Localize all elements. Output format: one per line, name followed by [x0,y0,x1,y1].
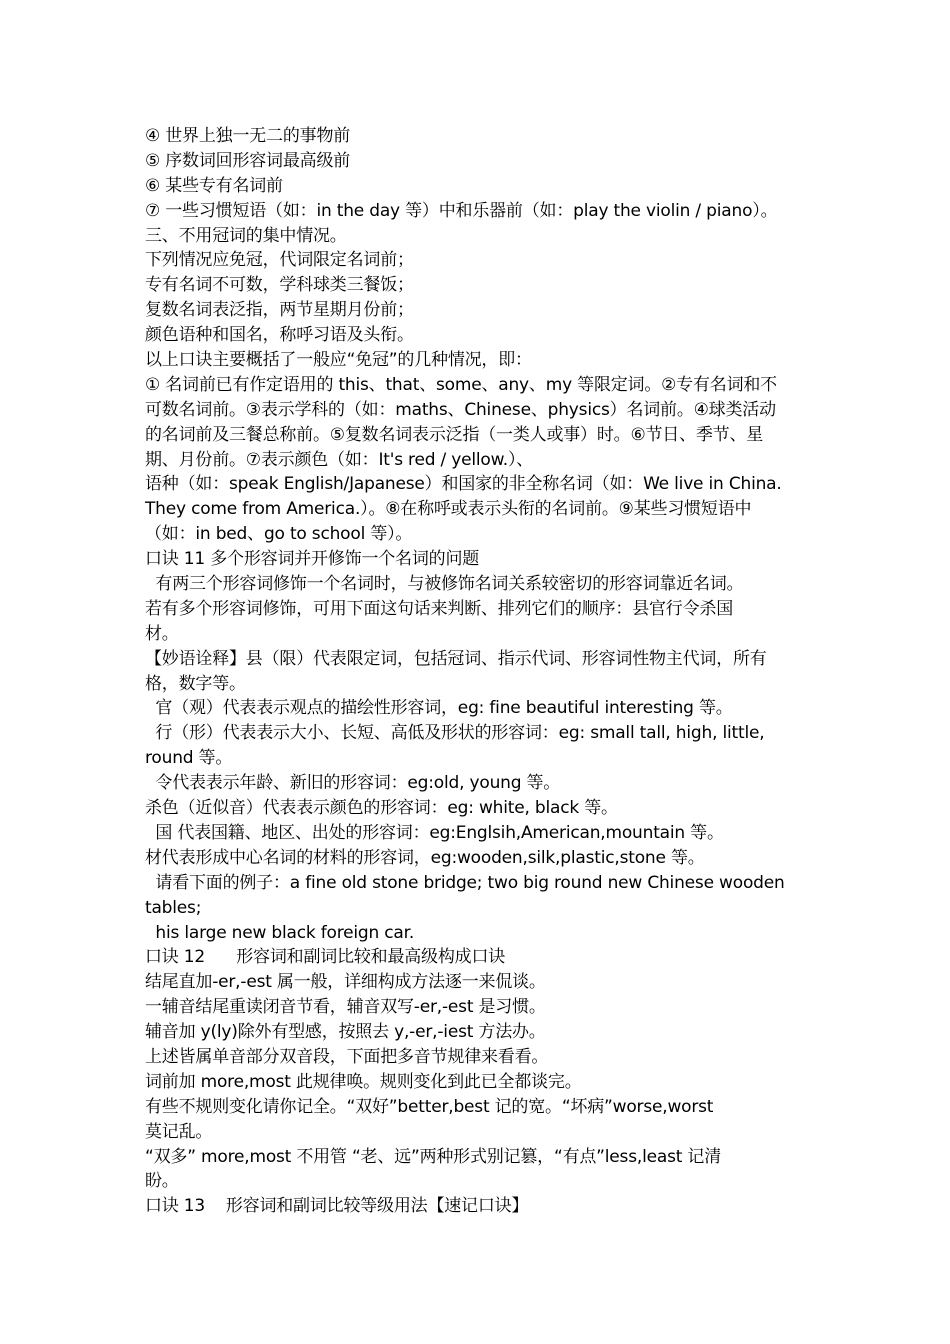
document-text-body [145,124,815,1219]
text-line: ⑦ 一些习惯短语（如：in the day 等）中和乐器前（如：play the violin / piano）。 [145,200,778,221]
text-line: 下列情况应免冠，代词限定名词前； [145,250,414,271]
text-line: 官（观）代表表示观点的描绘性形容词，eg: fine beautiful interesting 等。 [145,698,733,719]
text-line: 行（形）代表表示大小、长短、高低及形状的形容词：eg: small tall, high, little, [145,723,765,744]
text-line: round 等。 [145,748,233,769]
text-line: 颜色语种和国名，称呼习语及头衔。 [145,325,414,346]
text-line: ④ 世界上独一无二的事物前 [145,126,351,146]
text-line: They come from America.）。⑧在称呼或表示头衔的名词前。⑨某些习惯短语中 [145,499,752,520]
text-line: 一辅音结尾重读闭音节看，辅音双写-er,-est 是习惯。 [145,997,546,1018]
text-line: 结尾直加-er,-est 属一般，详细构成方法逐一来侃谈。 [145,972,546,993]
text-line: ⑥ 某些专有名词前 [145,175,283,196]
text-line: 请看下面的例子：a fine old stone bridge; two big round new Chinese wooden [145,872,785,893]
section-heading: 口诀 13 形容词和副词比较等级用法【速记口诀】 [145,1196,529,1217]
text-line: 杀色（近似音）代表表示颜色的形容词：eg: white, black 等。 [145,798,618,819]
text-line: “双多” more,most 不用管 “老、远”两种形式别记篡，“有点”less,least 记清 [145,1146,722,1167]
section-heading: 口诀 12 形容词和副词比较和最高级构成口诀 [145,947,506,968]
text-line: 格，数字等。 [145,673,246,694]
text-line: 国 代表国籍、地区、出处的形容词：eg:Englsih,American,mountain 等。 [145,822,724,843]
text-line: 【妙语诠释】县（限）代表限定词，包括冠词、指示代词、形容词性物主代词，所有 [145,648,767,669]
text-line: 专有名词不可数，学科球类三餐饭； [145,275,414,296]
text-line: 语种（如：speak English/Japanese）和国家的非全称名词（如：We live in China. [145,474,782,495]
text-line: 期、月份前。⑦表示颜色（如：It's red / yellow.）、 [145,449,534,470]
text-line: 上述皆属单音部分双音段，下面把多音节规律来看看。 [145,1046,549,1067]
text-line: 可数名词前。③表示学科的（如：maths、Chinese、physics）名词前。④球类活动 [145,399,776,420]
text-line: 以上口诀主要概括了一般应“免冠”的几种情况，即： [145,350,532,371]
text-line: 盼。 [145,1171,179,1192]
text-line: 材。 [145,623,179,644]
text-line: ⑤ 序数词回形容词最高级前 [145,150,351,171]
text-line: （如：in bed、go to school 等）。 [145,524,413,545]
section-heading: 三、不用冠词的集中情况。 [145,225,347,246]
text-line: 辅音加 y(ly)除外有型感，按照去 y,-er,-iest 方法办。 [145,1022,546,1043]
text-line: tables; [145,897,202,918]
text-line: 复数名词表泛指，两节星期月份前； [145,300,414,321]
text-line: 词前加 more,most 此规律唤。规则变化到此已全都谈完。 [145,1071,582,1092]
text-line: his large new black foreign car. [145,922,415,943]
text-line: 有些不规则变化请你记全。“双好”better,best 记的宽。“坏病”worse,worst [145,1096,714,1117]
section-heading: 口诀 11 多个形容词并开修饰一个名词的问题 [145,549,480,570]
text-line: ① 名词前已有作定语用的 this、that、some、any、my 等限定词。②专有名词和不 [145,374,777,395]
text-line: 的名词前及三餐总称前。⑤复数名词表示泛指（一类人或事）时。⑥节日、季节、星 [145,424,764,445]
text-line: 令代表表示年龄、新旧的形容词：eg:old, young 等。 [145,773,561,794]
text-line: 有两三个形容词修饰一个名词时，与被修饰名词关系较密切的形容词靠近名词。 [145,574,744,595]
text-line: 莫记乱。 [145,1121,213,1142]
text-line: 材代表形成中心名词的材料的形容词，eg:wooden,silk,plastic,stone 等。 [145,847,705,868]
text-line: 若有多个形容词修饰，可用下面这句话来判断、排列它们的顺序：县官行令杀国 [145,598,733,619]
